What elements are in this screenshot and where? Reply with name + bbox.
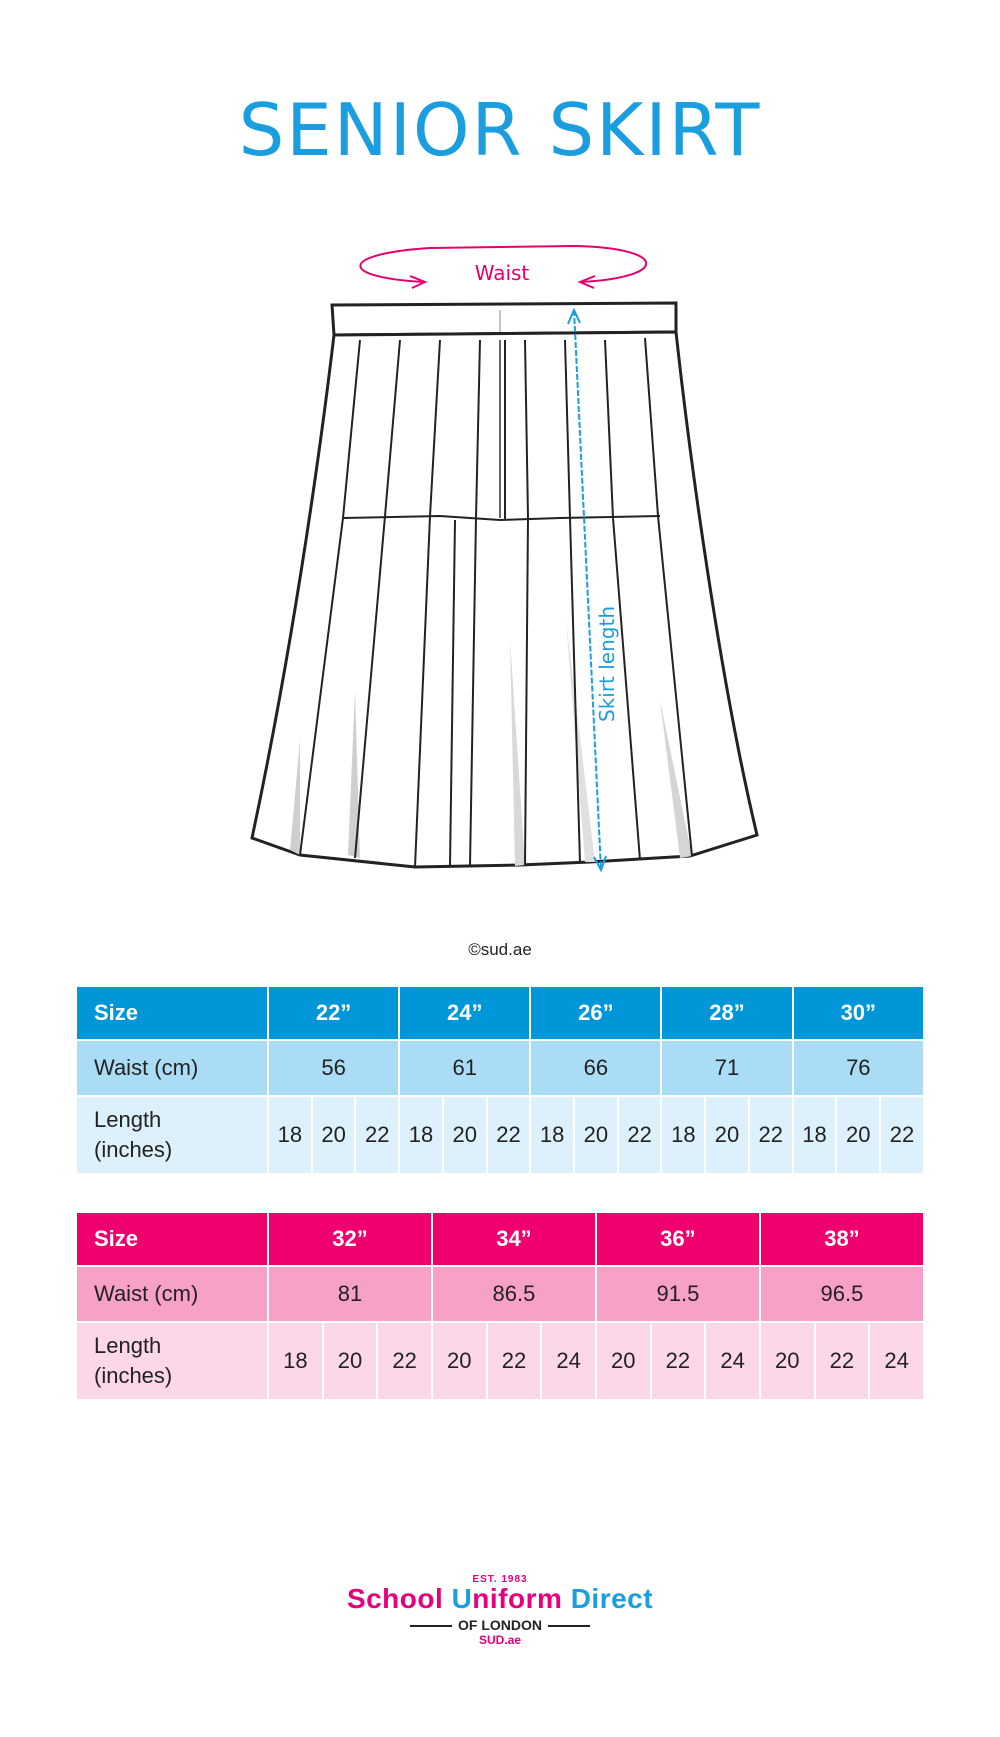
length-cell: 20: [433, 1323, 488, 1401]
logo-of-london: [0, 1617, 1000, 1633]
size-row: [77, 1213, 925, 1267]
length-cell: 20: [575, 1097, 619, 1175]
waist-row: [77, 1041, 925, 1097]
length-cell: 20: [597, 1323, 652, 1401]
size-cell: 34”: [433, 1213, 597, 1267]
size-cell: 32”: [269, 1213, 433, 1267]
size-cell: 22”: [269, 987, 400, 1041]
waist-cell: 81: [269, 1267, 433, 1323]
waist-label: Waist: [474, 261, 530, 285]
length-label-line-1: Length: [94, 1107, 162, 1132]
length-cell: 20: [313, 1097, 357, 1175]
logo-sud: SUD.ae: [478, 1633, 522, 1647]
waist-row-label: Waist (cm): [77, 1041, 269, 1097]
logo-brand-part: niform: [472, 1583, 571, 1614]
logo-of-london-text: OF LONDON: [458, 1617, 542, 1633]
length-cell: 18: [269, 1323, 324, 1401]
logo-brand-name: [0, 1583, 1000, 1615]
logo-brand-part: U: [451, 1583, 473, 1614]
size-header-label: Size: [77, 1213, 269, 1267]
length-cell: 24: [870, 1323, 925, 1401]
waist-cell: 96.5: [761, 1267, 925, 1323]
size-cell: 26”: [531, 987, 662, 1041]
length-cell: 22: [619, 1097, 663, 1175]
waist-cell: 76: [794, 1041, 925, 1097]
length-cell: 20: [324, 1323, 379, 1401]
length-row-label: [77, 1323, 269, 1401]
skirt-length-label: Skirt length: [595, 605, 619, 722]
length-row: [77, 1323, 925, 1401]
length-cell: 22: [750, 1097, 794, 1175]
waist-cell: 86.5: [433, 1267, 597, 1323]
length-cell: 18: [794, 1097, 838, 1175]
length-cell: 22: [488, 1323, 543, 1401]
size-cell: 30”: [794, 987, 925, 1041]
size-table-senior-range: [77, 1213, 925, 1401]
length-cell: 20: [837, 1097, 881, 1175]
divider: [548, 1625, 590, 1627]
waist-cell: 56: [269, 1041, 400, 1097]
logo-established: EST. 1983: [472, 1574, 528, 1585]
length-cell: 22: [488, 1097, 532, 1175]
length-cell: 22: [356, 1097, 400, 1175]
waist-cell: 91.5: [597, 1267, 761, 1323]
length-cell: 20: [444, 1097, 488, 1175]
size-header-label: Size: [77, 987, 269, 1041]
length-cell: 22: [652, 1323, 707, 1401]
waist-cell: 61: [400, 1041, 531, 1097]
waist-cell: 71: [662, 1041, 793, 1097]
length-cell: 22: [378, 1323, 433, 1401]
length-cell: 18: [662, 1097, 706, 1175]
waist-row-label: Waist (cm): [77, 1267, 269, 1323]
length-cell: 18: [269, 1097, 313, 1175]
length-label-line-2: (inches): [94, 1137, 173, 1162]
length-cell: 20: [706, 1097, 750, 1175]
size-cell: 28”: [662, 987, 793, 1041]
length-cell: 24: [542, 1323, 597, 1401]
logo-brand-part: School: [346, 1583, 452, 1614]
length-cell: 22: [816, 1323, 871, 1401]
length-cell: 22: [881, 1097, 925, 1175]
length-row: [77, 1097, 925, 1175]
length-cell: 18: [531, 1097, 575, 1175]
size-row: [77, 987, 925, 1041]
length-label-line-1: Length: [94, 1333, 162, 1358]
size-cell: 24”: [400, 987, 531, 1041]
waist-cell: 66: [531, 1041, 662, 1097]
page-title: SENIOR SKIRT: [238, 88, 762, 172]
copyright-text: ©sud.ae: [468, 940, 532, 959]
brand-logo: [0, 1574, 1000, 1647]
size-cell: 38”: [761, 1213, 925, 1267]
length-cell: 20: [761, 1323, 816, 1401]
length-row-label: [77, 1097, 269, 1175]
length-cell: 24: [706, 1323, 761, 1401]
length-cell: 18: [400, 1097, 444, 1175]
size-cell: 36”: [597, 1213, 761, 1267]
logo-brand-part: Direct: [570, 1583, 654, 1614]
divider: [410, 1625, 452, 1627]
length-label-line-2: (inches): [94, 1363, 173, 1388]
size-table-junior-range: [77, 987, 925, 1175]
waist-row: [77, 1267, 925, 1323]
